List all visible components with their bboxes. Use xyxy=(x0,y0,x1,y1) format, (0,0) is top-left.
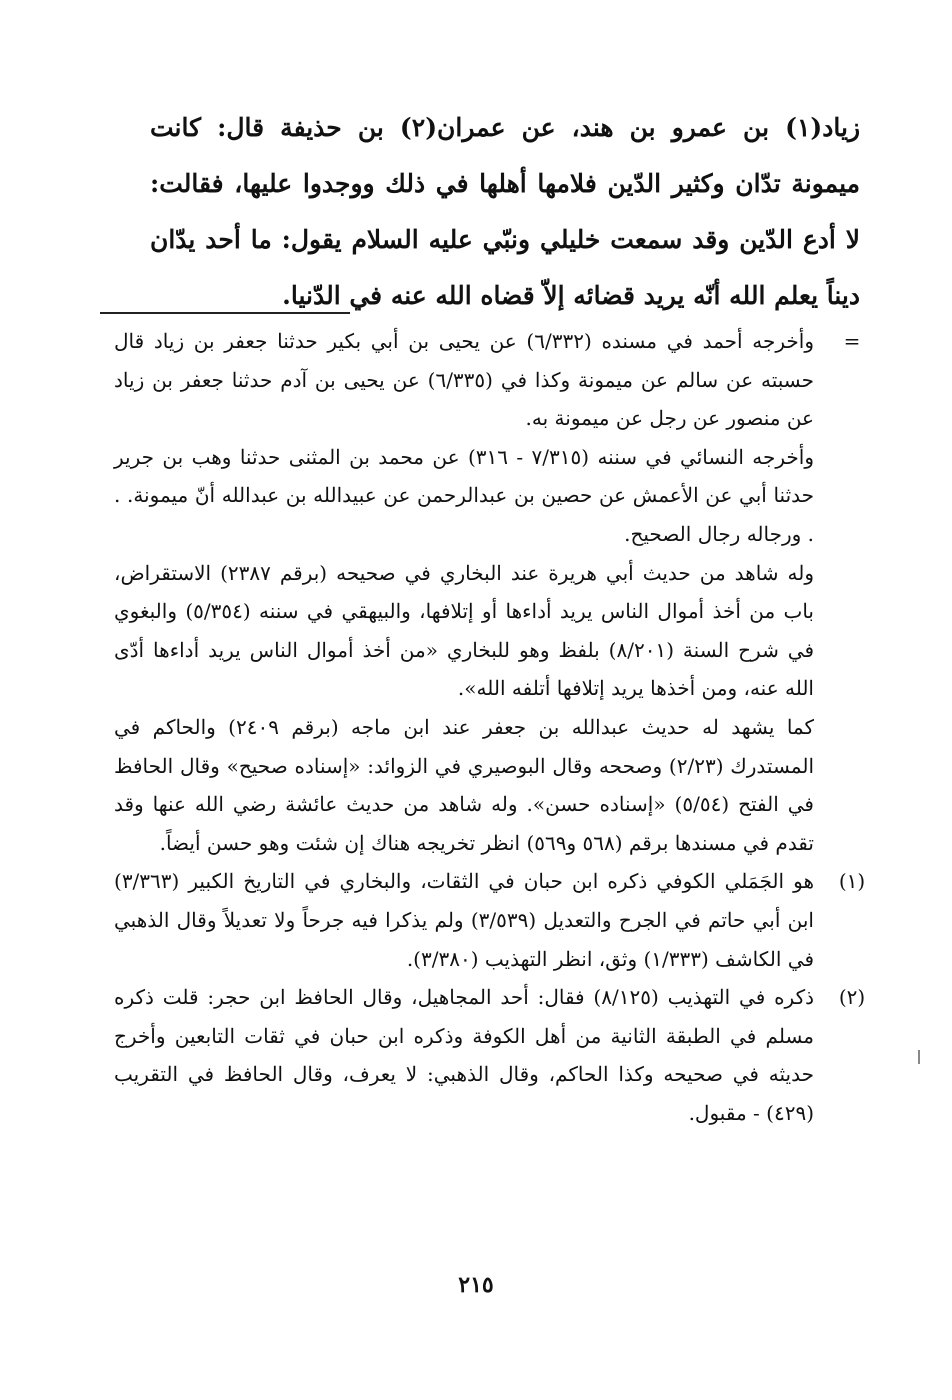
footnote-text: هو الجَمَلي الكوفي ذكره ابن حبان في الثقات، والبخاري في التاريخ الكبير (٣/٣٦٣) ابن أبي حاتم في الجرح والتعديل (٣/٥٣٩) ولم يذكرا فيه جرحاً ولا تعديلاً وقال الذهبي في الكاشف (١/٣٣٣) وثق، انظر التهذيب (٣/٣٨٠). xyxy=(114,869,814,971)
page-number: ٢١٥ xyxy=(458,1272,494,1298)
footnote-paragraph: وأخرجه النسائي في سننه (٧/٣١٥ - ٣١٦) عن محمد بن المثنى حدثنا وهب بن جرير حدثنا أبي عن الأعمش عن حصين بن عبدالرحمن عن عبيدالله بن عبدالله أنّ ميمونة. . . ورجاله رجال الصحيح. xyxy=(114,444,814,546)
footnote-paragraph: وأخرجه أحمد في مسنده (٦/٣٣٢) عن يحيى بن أبي بكير حدثنا جعفر بن زياد قال حسبته عن سالم عن ميمونة وكذا في (٦/٣٣٥) عن يحيى بن آدم حدثنا جعفر بن زياد عن منصور عن رجل عن ميمونة به. xyxy=(114,329,815,431)
main-text xyxy=(150,100,860,324)
footnote-paragraph: وله شاهد من حديث أبي هريرة عند البخاري في صحيحه (برقم ٢٣٨٧) الاستقراض، باب من أخذ أموال الناس يريد أداءها أو إتلافها، والبيهقي في سننه (٥/٣٥٤) والبغوي في شرح السنة (٨/٢٠١) بلفظ وهو للبخاري «من أخذ أموال الناس يريد أداءها أدّى الله عنه، ومن أخذها يريد إتلافها أتلفه الله». xyxy=(114,560,815,701)
footnote-1 xyxy=(114,862,866,978)
footnote-2 xyxy=(114,978,866,1132)
footnote-separator xyxy=(100,312,350,314)
footnote-number: (٢) xyxy=(838,985,866,1010)
footnote-number: (١) xyxy=(838,869,866,894)
margin-mark xyxy=(918,1050,920,1064)
footnote-text: ذكره في التهذيب (٨/١٢٥) فقال: أحد المجاهيل، وقال الحافظ ابن حجر: قلت ذكره مسلم في الطبقة الثانية من أهل الكوفة وذكره ابن حبان في ثقات التابعين وأخرج حديثه في صحيحه وكذا الحاكم، وقال الذهبي: لا يعرف، وقال الحافظ في التقريب (٤٢٩) - مقبول. xyxy=(114,985,815,1125)
footnotes-section xyxy=(114,322,866,1132)
continuation-marker: = xyxy=(843,329,861,353)
footnote-paragraph: كما يشهد له حديث عبدالله بن جعفر عند ابن ماجه (برقم ٢٤٠٩) والحاكم في المستدرك (٢/٢٣) وصححه وقال البوصيري في الزوائد: «إسناده صحيح» وقال الحافظ في الفتح (٥/٥٤) «إسناده حسن». وله شاهد من حديث عائشة رضي الله عنها وقد تقدم في مسندها برقم (٥٦٨ و٥٦٩) انظر تخريجه هناك إن شئت وهو حسن أيضاً. xyxy=(114,714,815,855)
footnote-continuation xyxy=(114,322,861,862)
main-paragraph: زياد(١) بن عمرو بن هند، عن عمران(٢) بن حذيفة قال: كانت ميمونة تدّان وكثير الدّين فلامها أهلها في ذلك ووجدوا عليها، فقالت: لا أدع الدّين وقد سمعت خليلي ونبّي عليه السلام يقول: ما أحد يدّان ديناً يعلم الله أنّه يريد قضائه إلاّ قضاه الله عنه في الدّنيا. xyxy=(150,113,861,310)
